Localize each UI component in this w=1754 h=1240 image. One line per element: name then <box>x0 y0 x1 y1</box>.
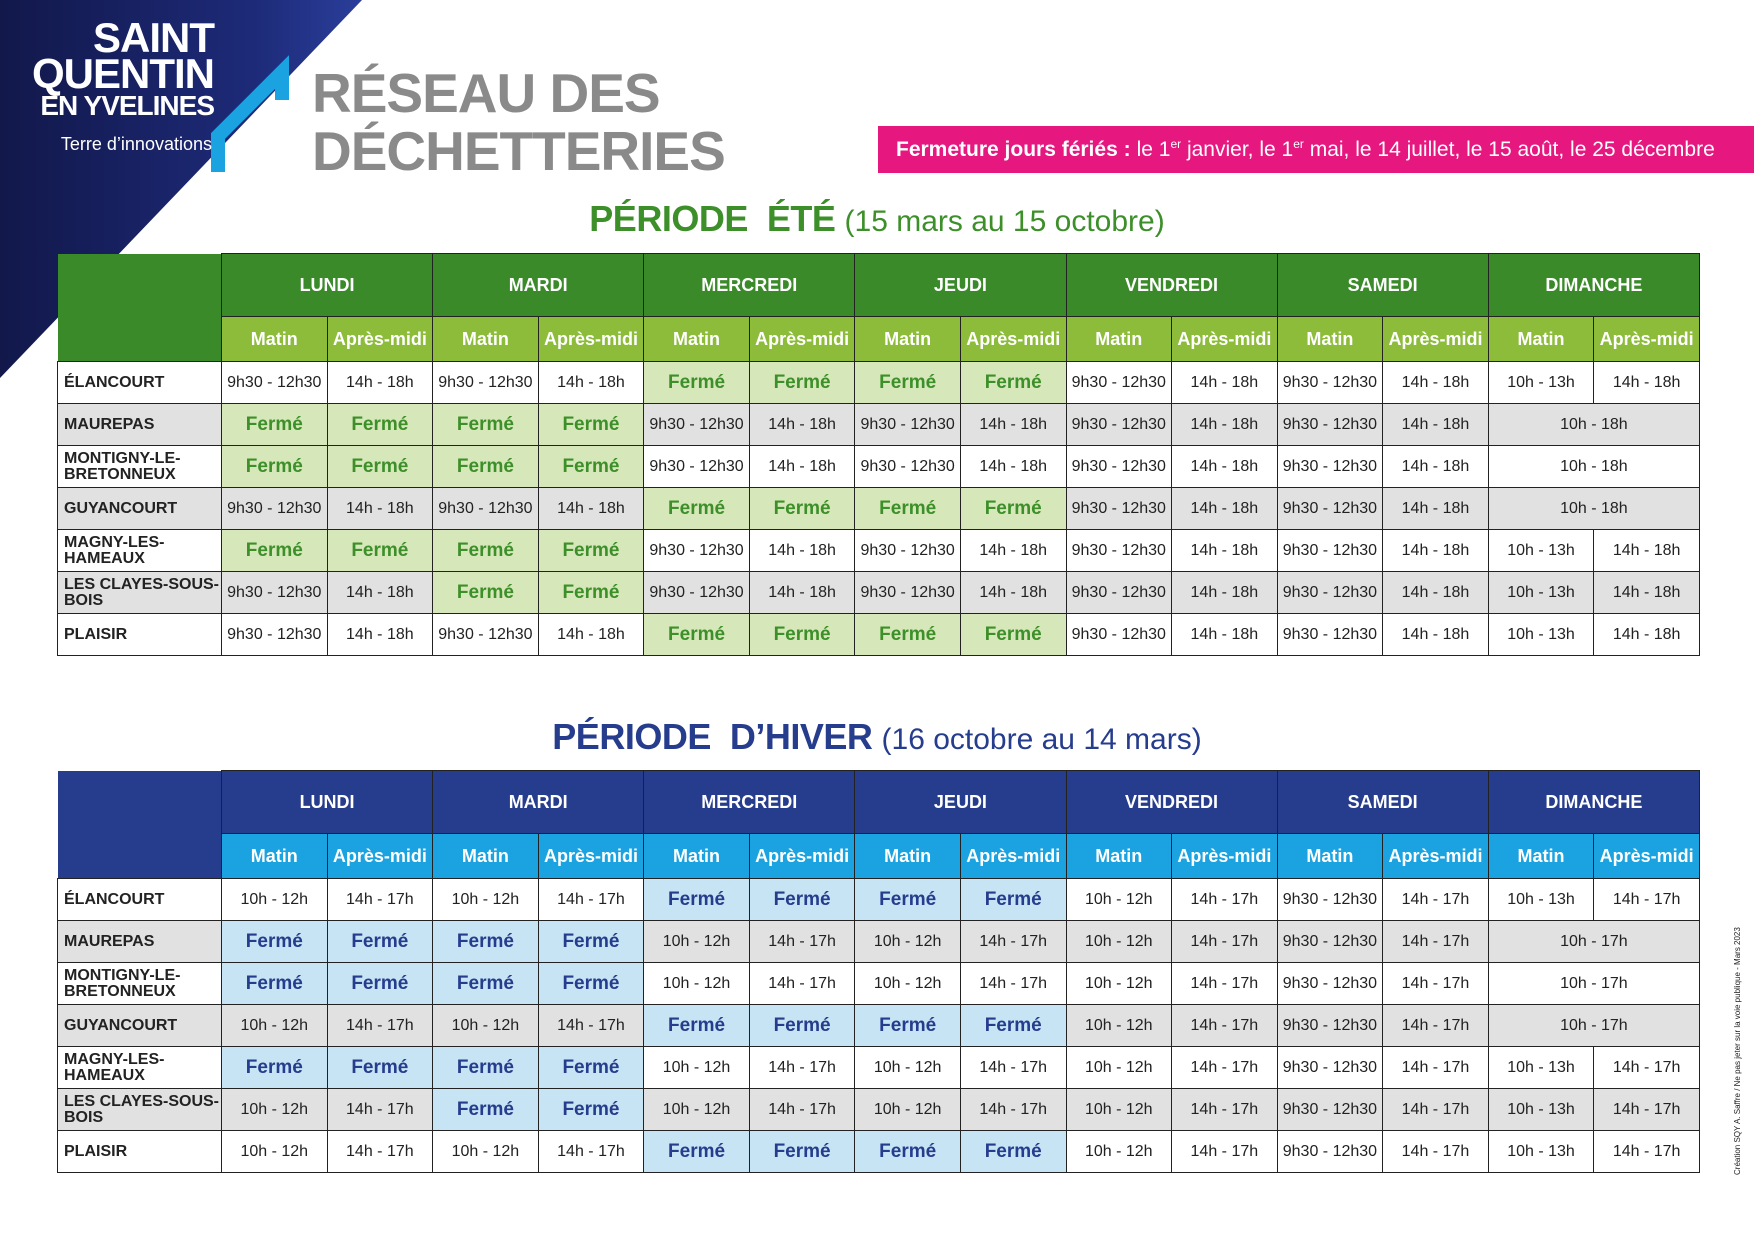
hours-cell: 14h - 18h <box>960 530 1066 572</box>
table-row <box>58 530 1700 572</box>
summer-period-heading <box>0 198 1754 240</box>
morning-header: Matin <box>222 834 328 879</box>
hours-cell: 14h - 17h <box>1594 1047 1700 1089</box>
hours-cell: 14h - 18h <box>1172 446 1278 488</box>
hours-cell: 10h - 12h <box>222 879 328 921</box>
hours-cell: 10h - 12h <box>1066 921 1172 963</box>
hours-cell: 9h30 - 12h30 <box>1277 404 1383 446</box>
day-header: LUNDI <box>222 254 433 317</box>
hours-cell: 14h - 18h <box>749 404 855 446</box>
hours-cell: 14h - 18h <box>1594 614 1700 656</box>
hours-cell: 10h - 12h <box>1066 963 1172 1005</box>
town-name: PLAISIR <box>58 1131 222 1173</box>
day-header: VENDREDI <box>1066 771 1277 834</box>
logo-line-3: EN YVELINES <box>40 90 214 121</box>
hours-cell: 14h - 18h <box>1383 614 1489 656</box>
closed-cell: Fermé <box>644 488 750 530</box>
town-name: LES CLAYES-SOUS-BOIS <box>58 1089 222 1131</box>
hours-cell: 14h - 17h <box>749 1047 855 1089</box>
closed-cell: Fermé <box>960 1005 1066 1047</box>
table-row <box>58 1089 1700 1131</box>
afternoon-header: Après-midi <box>538 317 644 362</box>
hours-cell: 14h - 18h <box>538 614 644 656</box>
hours-cell: 14h - 17h <box>1383 921 1489 963</box>
morning-header: Matin <box>1066 317 1172 362</box>
hours-cell: 14h - 18h <box>1383 404 1489 446</box>
table-row <box>58 921 1700 963</box>
table-row <box>58 446 1700 488</box>
hours-cell: 9h30 - 12h30 <box>1066 614 1172 656</box>
closed-cell: Fermé <box>749 879 855 921</box>
day-header: MARDI <box>433 254 644 317</box>
hours-cell: 10h - 12h <box>222 1131 328 1173</box>
town-name: PLAISIR <box>58 614 222 656</box>
afternoon-header: Après-midi <box>1172 317 1278 362</box>
hours-cell: 14h - 17h <box>1172 1047 1278 1089</box>
hours-cell: 10h - 12h <box>1066 1047 1172 1089</box>
hours-cell: 9h30 - 12h30 <box>1277 488 1383 530</box>
morning-header: Matin <box>1488 834 1594 879</box>
logo-line-2: QUENTIN <box>32 50 214 97</box>
closed-cell: Fermé <box>222 921 328 963</box>
hours-cell: 14h - 17h <box>1383 1047 1489 1089</box>
morning-header: Matin <box>222 317 328 362</box>
closed-cell: Fermé <box>749 1005 855 1047</box>
closed-cell: Fermé <box>960 362 1066 404</box>
hours-cell: 14h - 17h <box>1172 879 1278 921</box>
closed-cell: Fermé <box>327 404 433 446</box>
hours-cell: 14h - 17h <box>327 879 433 921</box>
town-name: MAGNY-LES-HAMEAUX <box>58 1047 222 1089</box>
day-header: SAMEDI <box>1277 254 1488 317</box>
closed-cell: Fermé <box>644 614 750 656</box>
hours-cell: 9h30 - 12h30 <box>644 530 750 572</box>
hours-cell: 9h30 - 12h30 <box>222 488 328 530</box>
hours-cell: 14h - 17h <box>960 1047 1066 1089</box>
hours-cell: 10h - 12h <box>855 921 961 963</box>
logo-tagline: Terre d’innovations <box>60 134 212 154</box>
hours-cell: 10h - 13h <box>1488 1047 1594 1089</box>
hours-cell: 14h - 18h <box>538 362 644 404</box>
closed-cell: Fermé <box>855 1131 961 1173</box>
hours-cell: 10h - 17h <box>1488 1005 1699 1047</box>
hours-cell: 14h - 17h <box>1383 1005 1489 1047</box>
hours-cell: 14h - 18h <box>327 572 433 614</box>
hours-cell: 14h - 18h <box>1172 362 1278 404</box>
afternoon-header: Après-midi <box>749 834 855 879</box>
hours-cell: 14h - 17h <box>1594 1089 1700 1131</box>
town-name: MONTIGNY-LE-BRETONNEUX <box>58 963 222 1005</box>
hours-cell: 10h - 12h <box>222 1089 328 1131</box>
day-header: MERCREDI <box>644 771 855 834</box>
closed-cell: Fermé <box>855 614 961 656</box>
hours-cell: 14h - 17h <box>538 1131 644 1173</box>
closed-cell: Fermé <box>749 488 855 530</box>
closed-cell: Fermé <box>433 404 539 446</box>
closed-cell: Fermé <box>433 1089 539 1131</box>
hours-cell: 9h30 - 12h30 <box>1277 921 1383 963</box>
closed-cell: Fermé <box>433 530 539 572</box>
closure-banner-label: Fermeture jours fériés : <box>896 137 1131 161</box>
hours-cell: 10h - 12h <box>644 921 750 963</box>
town-name: LES CLAYES-SOUS-BOIS <box>58 572 222 614</box>
hours-cell: 10h - 13h <box>1488 572 1594 614</box>
closed-cell: Fermé <box>644 1131 750 1173</box>
morning-header: Matin <box>1277 834 1383 879</box>
afternoon-header: Après-midi <box>327 317 433 362</box>
closed-cell: Fermé <box>327 530 433 572</box>
hours-cell: 10h - 12h <box>644 1047 750 1089</box>
closed-cell: Fermé <box>222 1047 328 1089</box>
hours-cell: 14h - 17h <box>749 921 855 963</box>
closed-cell: Fermé <box>222 963 328 1005</box>
table-corner <box>58 254 222 362</box>
closed-cell: Fermé <box>855 879 961 921</box>
hours-cell: 14h - 18h <box>1172 572 1278 614</box>
closed-cell: Fermé <box>960 488 1066 530</box>
hours-cell: 10h - 13h <box>1488 1089 1594 1131</box>
closed-cell: Fermé <box>538 404 644 446</box>
afternoon-header: Après-midi <box>960 317 1066 362</box>
closed-cell: Fermé <box>960 1131 1066 1173</box>
hours-cell: 14h - 18h <box>1172 404 1278 446</box>
hours-cell: 10h - 13h <box>1488 1131 1594 1173</box>
town-name: ÉLANCOURT <box>58 879 222 921</box>
morning-header: Matin <box>1066 834 1172 879</box>
hours-cell: 14h - 18h <box>1383 362 1489 404</box>
hours-cell: 9h30 - 12h30 <box>1277 1131 1383 1173</box>
hours-cell: 10h - 13h <box>1488 530 1594 572</box>
afternoon-header: Après-midi <box>1594 317 1700 362</box>
hours-cell: 10h - 18h <box>1488 446 1699 488</box>
hours-cell: 10h - 12h <box>855 1089 961 1131</box>
hours-cell: 14h - 18h <box>1172 614 1278 656</box>
hours-cell: 9h30 - 12h30 <box>1277 614 1383 656</box>
winter-period-name: PÉRIODE D’HIVER <box>552 716 873 757</box>
closed-cell: Fermé <box>538 446 644 488</box>
closed-cell: Fermé <box>538 921 644 963</box>
closed-cell: Fermé <box>538 1047 644 1089</box>
hours-cell: 14h - 17h <box>1383 1131 1489 1173</box>
closed-cell: Fermé <box>855 362 961 404</box>
hours-cell: 10h - 12h <box>1066 1089 1172 1131</box>
hours-cell: 9h30 - 12h30 <box>222 572 328 614</box>
hours-cell: 14h - 18h <box>1383 488 1489 530</box>
hours-cell: 9h30 - 12h30 <box>855 404 961 446</box>
afternoon-header: Après-midi <box>1594 834 1700 879</box>
hours-cell: 14h - 17h <box>960 1089 1066 1131</box>
hours-cell: 9h30 - 12h30 <box>1066 446 1172 488</box>
table-row <box>58 488 1700 530</box>
hours-cell: 9h30 - 12h30 <box>855 572 961 614</box>
hours-cell: 14h - 18h <box>749 446 855 488</box>
hours-cell: 9h30 - 12h30 <box>644 446 750 488</box>
hours-cell: 14h - 18h <box>960 446 1066 488</box>
hours-cell: 14h - 17h <box>1383 1089 1489 1131</box>
closed-cell: Fermé <box>327 963 433 1005</box>
hours-cell: 9h30 - 12h30 <box>1277 1005 1383 1047</box>
hours-cell: 9h30 - 12h30 <box>1277 1089 1383 1131</box>
hours-cell: 9h30 - 12h30 <box>1277 530 1383 572</box>
morning-header: Matin <box>855 317 961 362</box>
afternoon-header: Après-midi <box>538 834 644 879</box>
hours-cell: 10h - 17h <box>1488 963 1699 1005</box>
closed-cell: Fermé <box>855 488 961 530</box>
hours-cell: 9h30 - 12h30 <box>1066 572 1172 614</box>
winter-period-heading <box>0 716 1754 758</box>
hours-cell: 14h - 18h <box>960 404 1066 446</box>
day-header: DIMANCHE <box>1488 254 1699 317</box>
hours-cell: 14h - 17h <box>1383 963 1489 1005</box>
closed-cell: Fermé <box>749 614 855 656</box>
hours-cell: 9h30 - 12h30 <box>222 362 328 404</box>
hours-cell: 9h30 - 12h30 <box>222 614 328 656</box>
hours-cell: 9h30 - 12h30 <box>1277 1047 1383 1089</box>
hours-cell: 9h30 - 12h30 <box>1066 488 1172 530</box>
hours-cell: 14h - 18h <box>749 530 855 572</box>
summer-period-name: PÉRIODE ÉTÉ <box>589 198 836 239</box>
hours-cell: 9h30 - 12h30 <box>1277 879 1383 921</box>
hours-cell: 9h30 - 12h30 <box>644 404 750 446</box>
hours-cell: 14h - 17h <box>327 1005 433 1047</box>
afternoon-header: Après-midi <box>327 834 433 879</box>
afternoon-header: Après-midi <box>749 317 855 362</box>
morning-header: Matin <box>433 317 539 362</box>
hours-cell: 10h - 12h <box>1066 1131 1172 1173</box>
hours-cell: 14h - 17h <box>327 1089 433 1131</box>
closed-cell: Fermé <box>644 879 750 921</box>
hours-cell: 9h30 - 12h30 <box>1277 572 1383 614</box>
closed-cell: Fermé <box>327 921 433 963</box>
town-name: MAUREPAS <box>58 921 222 963</box>
hours-cell: 9h30 - 12h30 <box>1066 362 1172 404</box>
hours-cell: 9h30 - 12h30 <box>855 530 961 572</box>
table-row <box>58 1005 1700 1047</box>
winter-period-range: (16 octobre au 14 mars) <box>881 723 1202 756</box>
closed-cell: Fermé <box>538 572 644 614</box>
table-row <box>58 614 1700 656</box>
day-header: DIMANCHE <box>1488 771 1699 834</box>
afternoon-header: Après-midi <box>1172 834 1278 879</box>
winter-schedule-table <box>57 770 1700 1173</box>
hours-cell: 10h - 18h <box>1488 488 1699 530</box>
hours-cell: 14h - 18h <box>1594 572 1700 614</box>
page-title-line-2: DÉCHETTERIES <box>312 120 725 182</box>
hours-cell: 10h - 12h <box>1066 879 1172 921</box>
hours-cell: 14h - 17h <box>749 963 855 1005</box>
hours-cell: 14h - 18h <box>1383 572 1489 614</box>
table-row <box>58 1131 1700 1173</box>
logo-line-1: SAINT <box>93 14 214 61</box>
closed-cell: Fermé <box>960 614 1066 656</box>
closed-cell: Fermé <box>749 362 855 404</box>
town-name: GUYANCOURT <box>58 1005 222 1047</box>
hours-cell: 10h - 12h <box>433 1131 539 1173</box>
hours-cell: 14h - 17h <box>1383 879 1489 921</box>
hours-cell: 14h - 18h <box>538 488 644 530</box>
hours-cell: 10h - 12h <box>644 1089 750 1131</box>
day-header: MERCREDI <box>644 254 855 317</box>
day-header: JEUDI <box>855 254 1066 317</box>
morning-header: Matin <box>1488 317 1594 362</box>
table-row <box>58 362 1700 404</box>
hours-cell: 9h30 - 12h30 <box>433 488 539 530</box>
hours-cell: 10h - 12h <box>433 879 539 921</box>
hours-cell: 14h - 17h <box>960 921 1066 963</box>
town-name: MONTIGNY-LE-BRETONNEUX <box>58 446 222 488</box>
closed-cell: Fermé <box>222 404 328 446</box>
table-row <box>58 404 1700 446</box>
closed-cell: Fermé <box>433 921 539 963</box>
hours-cell: 10h - 13h <box>1488 362 1594 404</box>
hours-cell: 9h30 - 12h30 <box>644 572 750 614</box>
afternoon-header: Après-midi <box>1383 317 1489 362</box>
closure-banner-text: le 1er janvier, le 1er mai, le 14 juillet, le 15 août, le 25 décembre <box>1136 137 1715 161</box>
hours-cell: 14h - 17h <box>538 1005 644 1047</box>
hours-cell: 14h - 17h <box>1172 1089 1278 1131</box>
closed-cell: Fermé <box>644 362 750 404</box>
hours-cell: 14h - 17h <box>327 1131 433 1173</box>
hours-cell: 14h - 18h <box>327 488 433 530</box>
closed-cell: Fermé <box>538 1089 644 1131</box>
closed-cell: Fermé <box>433 963 539 1005</box>
hours-cell: 14h - 18h <box>1172 488 1278 530</box>
table-corner <box>58 771 222 879</box>
closure-banner <box>878 126 1754 173</box>
afternoon-header: Après-midi <box>960 834 1066 879</box>
morning-header: Matin <box>644 834 750 879</box>
day-header: VENDREDI <box>1066 254 1277 317</box>
summer-period-range: (15 mars au 15 octobre) <box>844 205 1165 238</box>
day-header: SAMEDI <box>1277 771 1488 834</box>
hours-cell: 14h - 18h <box>327 614 433 656</box>
morning-header: Matin <box>433 834 539 879</box>
table-row <box>58 879 1700 921</box>
day-header: MARDI <box>433 771 644 834</box>
hours-cell: 9h30 - 12h30 <box>855 446 961 488</box>
hours-cell: 14h - 17h <box>1172 1005 1278 1047</box>
hours-cell: 9h30 - 12h30 <box>1066 404 1172 446</box>
hours-cell: 14h - 18h <box>749 572 855 614</box>
hours-cell: 9h30 - 12h30 <box>1277 446 1383 488</box>
hours-cell: 14h - 17h <box>1594 1131 1700 1173</box>
hours-cell: 14h - 18h <box>327 362 433 404</box>
page-title <box>312 64 725 180</box>
morning-header: Matin <box>855 834 961 879</box>
hours-cell: 14h - 18h <box>1594 362 1700 404</box>
page-title-line-1: RÉSEAU DES <box>312 62 660 124</box>
hours-cell: 14h - 18h <box>960 572 1066 614</box>
table-row <box>58 1047 1700 1089</box>
hours-cell: 14h - 17h <box>1172 963 1278 1005</box>
afternoon-header: Après-midi <box>1383 834 1489 879</box>
hours-cell: 9h30 - 12h30 <box>1066 530 1172 572</box>
closed-cell: Fermé <box>433 446 539 488</box>
hours-cell: 10h - 12h <box>433 1005 539 1047</box>
table-row <box>58 572 1700 614</box>
closed-cell: Fermé <box>222 530 328 572</box>
closed-cell: Fermé <box>855 1005 961 1047</box>
day-header: JEUDI <box>855 771 1066 834</box>
hours-cell: 14h - 17h <box>1172 921 1278 963</box>
closed-cell: Fermé <box>749 1131 855 1173</box>
hours-cell: 10h - 13h <box>1488 879 1594 921</box>
hours-cell: 14h - 17h <box>1172 1131 1278 1173</box>
closed-cell: Fermé <box>327 446 433 488</box>
hours-cell: 10h - 18h <box>1488 404 1699 446</box>
table-row <box>58 963 1700 1005</box>
town-name: MAGNY-LES-HAMEAUX <box>58 530 222 572</box>
hours-cell: 14h - 18h <box>1594 530 1700 572</box>
hours-cell: 14h - 18h <box>1383 446 1489 488</box>
town-name: ÉLANCOURT <box>58 362 222 404</box>
hours-cell: 9h30 - 12h30 <box>1277 963 1383 1005</box>
hours-cell: 10h - 17h <box>1488 921 1699 963</box>
hours-cell: 14h - 18h <box>1383 530 1489 572</box>
hours-cell: 9h30 - 12h30 <box>433 614 539 656</box>
town-name: GUYANCOURT <box>58 488 222 530</box>
hours-cell: 14h - 18h <box>1172 530 1278 572</box>
closed-cell: Fermé <box>960 879 1066 921</box>
closed-cell: Fermé <box>222 446 328 488</box>
hours-cell: 10h - 12h <box>1066 1005 1172 1047</box>
morning-header: Matin <box>644 317 750 362</box>
hours-cell: 9h30 - 12h30 <box>433 362 539 404</box>
town-name: MAUREPAS <box>58 404 222 446</box>
summer-schedule-table <box>57 253 1700 656</box>
logo <box>14 14 214 121</box>
hours-cell: 9h30 - 12h30 <box>1277 362 1383 404</box>
credit-note: Création SQY A. Saffre / Ne pas jeter sur la voie publique - Mars 2023 <box>1733 927 1742 1175</box>
hours-cell: 14h - 17h <box>960 963 1066 1005</box>
closed-cell: Fermé <box>538 963 644 1005</box>
hours-cell: 14h - 17h <box>1594 879 1700 921</box>
closed-cell: Fermé <box>327 1047 433 1089</box>
hours-cell: 14h - 17h <box>538 879 644 921</box>
hours-cell: 10h - 12h <box>855 963 961 1005</box>
morning-header: Matin <box>1277 317 1383 362</box>
hours-cell: 10h - 13h <box>1488 614 1594 656</box>
closed-cell: Fermé <box>538 530 644 572</box>
closed-cell: Fermé <box>433 1047 539 1089</box>
day-header: LUNDI <box>222 771 433 834</box>
hours-cell: 10h - 12h <box>222 1005 328 1047</box>
closed-cell: Fermé <box>433 572 539 614</box>
closed-cell: Fermé <box>644 1005 750 1047</box>
hours-cell: 10h - 12h <box>644 963 750 1005</box>
hours-cell: 10h - 12h <box>855 1047 961 1089</box>
hours-cell: 14h - 17h <box>749 1089 855 1131</box>
